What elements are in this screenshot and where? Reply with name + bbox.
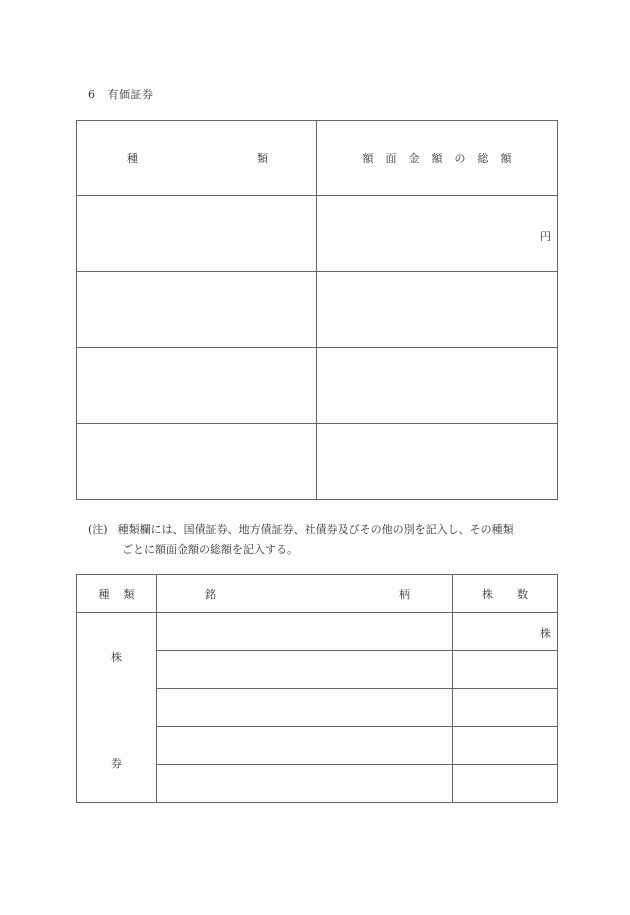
share-count-cell[interactable] xyxy=(453,613,558,651)
kind-cell[interactable] xyxy=(77,348,317,424)
header-total-face-value: 額 面 金 額 の 総 額 xyxy=(317,121,558,196)
table-header-row xyxy=(77,575,558,613)
total-cell[interactable] xyxy=(317,196,558,272)
table-row xyxy=(77,272,558,348)
note-line-1: 種類欄には、国債証券、地方債証券、社債券及びその他の別を記入し、その種類 xyxy=(117,523,514,536)
share-unit: 株 xyxy=(540,627,551,640)
note xyxy=(88,520,558,560)
kind-cell[interactable] xyxy=(77,424,317,500)
header-share-count: 株 数 xyxy=(453,575,558,613)
kind-cell[interactable] xyxy=(77,272,317,348)
kind-label-bottom: 券 xyxy=(111,757,122,770)
table-row xyxy=(77,613,558,651)
section-title-text: 有価証券 xyxy=(107,88,154,101)
table-row xyxy=(77,196,558,272)
header-kind: 種 類 xyxy=(77,575,157,613)
securities-face-value-table xyxy=(76,120,558,500)
share-count-cell[interactable] xyxy=(453,651,558,689)
table-row xyxy=(77,424,558,500)
share-count-cell[interactable] xyxy=(453,727,558,765)
total-cell[interactable] xyxy=(317,424,558,500)
brand-cell[interactable] xyxy=(157,689,453,727)
stocks-table xyxy=(76,574,558,803)
brand-cell[interactable] xyxy=(157,727,453,765)
note-line-2: ごとに額面金額の総額を記入する。 xyxy=(122,543,298,556)
kind-label-top: 株 xyxy=(111,651,122,664)
total-cell[interactable] xyxy=(317,348,558,424)
brand-cell[interactable] xyxy=(157,651,453,689)
brand-cell[interactable] xyxy=(157,613,453,651)
share-count-cell[interactable] xyxy=(453,765,558,803)
section-number: 6 xyxy=(88,88,96,101)
note-mark: (注) xyxy=(88,523,108,536)
share-count-cell[interactable] xyxy=(453,689,558,727)
section-title xyxy=(88,86,154,102)
table-header-row xyxy=(77,121,558,196)
yen-unit: 円 xyxy=(540,230,551,243)
stock-kind-cell xyxy=(77,613,157,803)
table-row xyxy=(77,348,558,424)
header-kind: 種 類 xyxy=(77,121,317,196)
kind-cell[interactable] xyxy=(77,196,317,272)
brand-cell[interactable] xyxy=(157,765,453,803)
header-brand: 銘 柄 xyxy=(157,575,453,613)
total-cell[interactable] xyxy=(317,272,558,348)
